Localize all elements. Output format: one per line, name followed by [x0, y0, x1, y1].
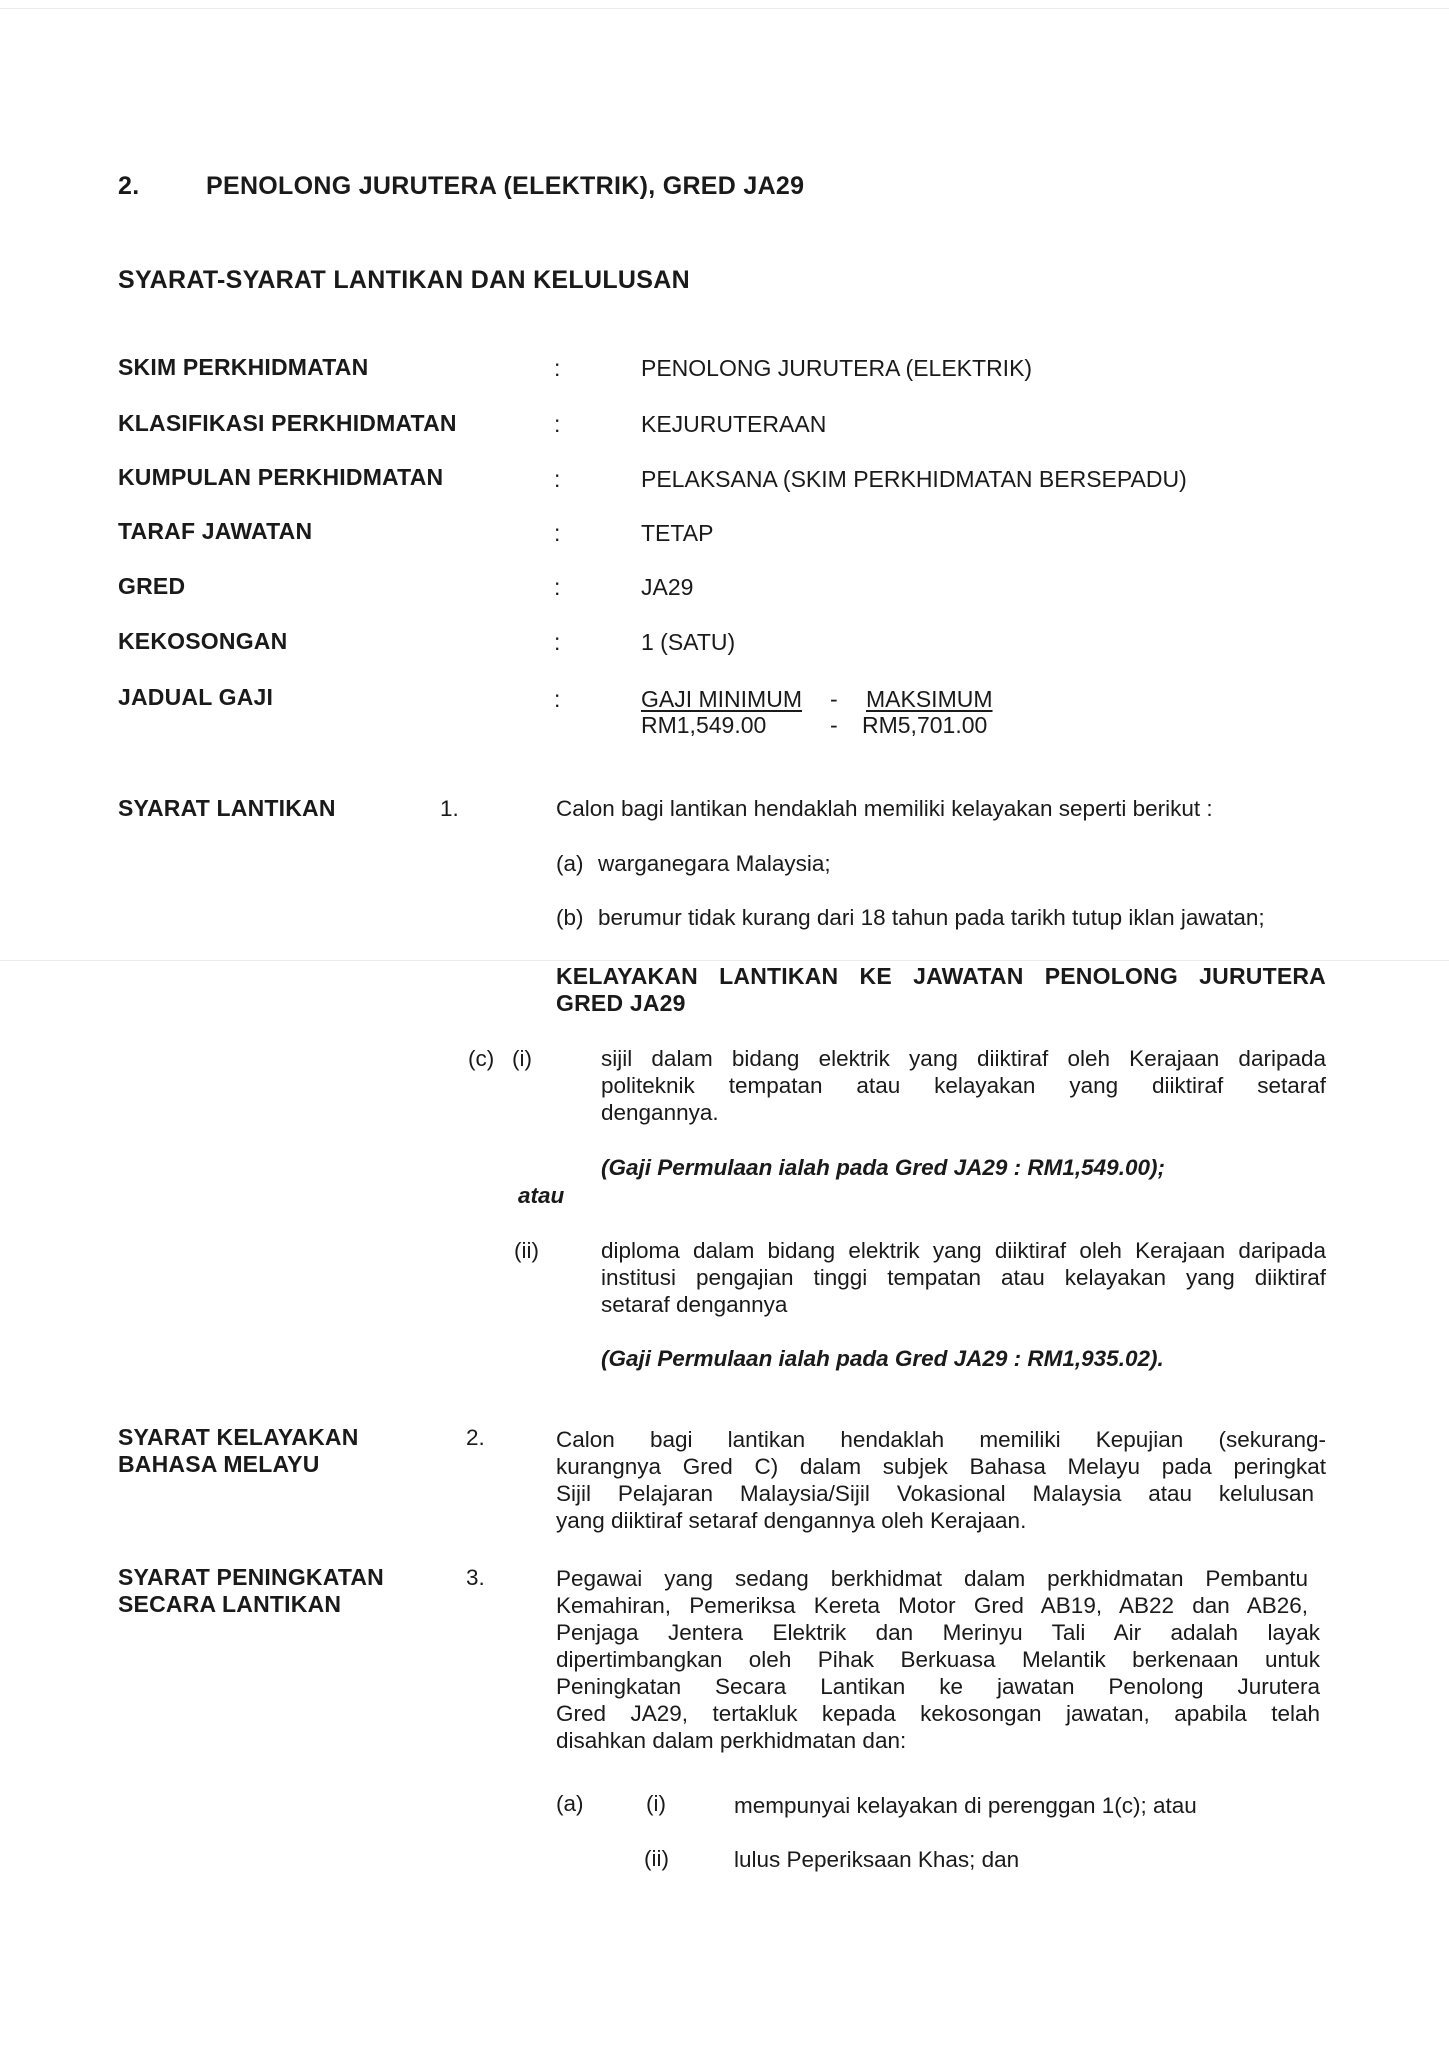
peningkatan-label-line-1: SYARAT PENINGKATAN — [118, 1564, 384, 1590]
clause-number: 2. — [466, 1425, 485, 1450]
detail-label-skim: SKIM PERKHIDMATAN — [118, 354, 369, 380]
peningkatan-label-line-2: SECARA LANTIKAN — [118, 1591, 342, 1617]
detail-value-kekosongan: 1 (SATU) — [641, 629, 736, 655]
qualification-heading-line-2: GRED JA29 — [556, 990, 686, 1016]
salary-header-dash: - — [830, 686, 838, 712]
item-marker-c-i: (i) — [512, 1046, 532, 1071]
item-marker-a-ii: (ii) — [644, 1846, 669, 1871]
clause-number: 3. — [466, 1565, 485, 1590]
bahasa-line: kurangnya Gred C) dalam subjek Bahasa Melayu pada peringkat — [556, 1454, 1326, 1479]
item-c-ii-line: institusi pengajian tinggi tempatan atau kelayakan yang diiktiraf — [601, 1265, 1326, 1290]
detail-colon: : — [554, 355, 561, 381]
item-marker-a-i: (i) — [646, 1791, 666, 1816]
detail-colon: : — [554, 411, 561, 437]
salary-label: JADUAL GAJI — [118, 684, 274, 710]
detail-label-kumpulan: KUMPULAN PERKHIDMATAN — [118, 464, 444, 490]
bahasa-line: yang diiktiraf setaraf dengannya oleh Kerajaan. — [556, 1508, 1027, 1533]
salary-header-min: GAJI MINIMUM — [641, 686, 802, 712]
peningkatan-line: Pegawai yang sedang berkhidmat dalam perkhidmatan Pembantu — [556, 1566, 1308, 1591]
detail-value-klasifikasi: KEJURUTERAAN — [641, 411, 827, 437]
bahasa-line: Sijil Pelajaran Malaysia/Sijil Vokasional Malaysia atau kelulusan — [556, 1481, 1314, 1506]
item-marker-a: (a) — [556, 1791, 584, 1816]
item-text-b: berumur tidak kurang dari 18 tahun pada tarikh tutup iklan jawatan; — [598, 905, 1265, 930]
item-marker-b: (b) — [556, 905, 584, 930]
qualification-heading-line-1: KELAYAKAN LANTIKAN KE JAWATAN PENOLONG JURUTERA — [556, 963, 1326, 989]
item-marker-a: (a) — [556, 851, 584, 876]
bahasa-label-line-1: SYARAT KELAYAKAN — [118, 1424, 359, 1450]
detail-value-kumpulan: PELAKSANA (SKIM PERKHIDMATAN BERSEPADU) — [641, 466, 1187, 492]
scan-edge-line — [0, 8, 1449, 9]
peningkatan-line: dipertimbangkan oleh Pihak Berkuasa Melantik berkenaan untuk — [556, 1647, 1320, 1672]
detail-label-klasifikasi: KLASIFIKASI PERKHIDMATAN — [118, 410, 457, 436]
salary-value-dash: - — [830, 712, 838, 738]
bahasa-label-line-2: BAHASA MELAYU — [118, 1451, 320, 1477]
item-c-i-line: sijil dalam bidang elektrik yang diiktiraf oleh Kerajaan daripada — [601, 1046, 1326, 1071]
detail-colon: : — [554, 520, 561, 546]
section-number: 2. — [118, 172, 140, 200]
item-marker-c: (c) — [468, 1046, 495, 1071]
detail-value-gred: JA29 — [641, 574, 694, 600]
clause-number: 1. — [440, 796, 459, 821]
detail-colon: : — [554, 686, 561, 712]
item-text-a: warganegara Malaysia; — [598, 851, 831, 876]
atau-connector: atau — [518, 1183, 565, 1208]
starting-salary-c-i: (Gaji Permulaan ialah pada Gred JA29 : RM1,549.00); — [601, 1155, 1165, 1180]
subheading: SYARAT-SYARAT LANTIKAN DAN KELULUSAN — [118, 266, 690, 294]
peningkatan-line: Kemahiran, Pemeriksa Kereta Motor Gred AB19, AB22 dan AB26, — [556, 1593, 1308, 1618]
item-marker-c-ii: (ii) — [514, 1238, 539, 1263]
salary-min-value: RM1,549.00 — [641, 712, 767, 738]
detail-label-taraf: TARAF JAWATAN — [118, 518, 313, 544]
clause-intro: Calon bagi lantikan hendaklah memiliki kelayakan seperti berikut : — [556, 796, 1213, 821]
item-c-ii-line: setaraf dengannya — [601, 1292, 788, 1317]
scan-fold-line — [0, 960, 1449, 961]
detail-colon: : — [554, 574, 561, 600]
salary-header-max: MAKSIMUM — [866, 686, 993, 712]
detail-colon: : — [554, 466, 561, 492]
detail-value-taraf: TETAP — [641, 520, 714, 546]
detail-label-kekosongan: KEKOSONGAN — [118, 628, 288, 654]
detail-label-gred: GRED — [118, 573, 186, 599]
item-c-i-line: dengannya. — [601, 1100, 719, 1125]
detail-colon: : — [554, 629, 561, 655]
peningkatan-line: Gred JA29, tertakluk kepada kekosongan jawatan, apabila telah — [556, 1701, 1320, 1726]
syarat-lantikan-label: SYARAT LANTIKAN — [118, 795, 336, 821]
item-a-ii-text: lulus Peperiksaan Khas; dan — [734, 1847, 1020, 1872]
peningkatan-line: disahkan dalam perkhidmatan dan: — [556, 1728, 907, 1753]
starting-salary-c-ii: (Gaji Permulaan ialah pada Gred JA29 : RM1,935.02). — [601, 1346, 1164, 1371]
item-a-i-text: mempunyai kelayakan di perenggan 1(c); atau — [734, 1793, 1197, 1818]
section-title: PENOLONG JURUTERA (ELEKTRIK), GRED JA29 — [206, 172, 805, 200]
salary-max-value: RM5,701.00 — [862, 712, 988, 738]
detail-value-skim: PENOLONG JURUTERA (ELEKTRIK) — [641, 355, 1033, 381]
peningkatan-line: Peningkatan Secara Lantikan ke jawatan Penolong Jurutera — [556, 1674, 1320, 1699]
peningkatan-line: Penjaga Jentera Elektrik dan Merinyu Tali Air adalah layak — [556, 1620, 1320, 1645]
item-c-i-line: politeknik tempatan atau kelayakan yang diiktiraf setaraf — [601, 1073, 1326, 1098]
item-c-ii-line: diploma dalam bidang elektrik yang diiktiraf oleh Kerajaan daripada — [601, 1238, 1326, 1263]
bahasa-line: Calon bagi lantikan hendaklah memiliki Kepujian (sekurang- — [556, 1427, 1326, 1452]
